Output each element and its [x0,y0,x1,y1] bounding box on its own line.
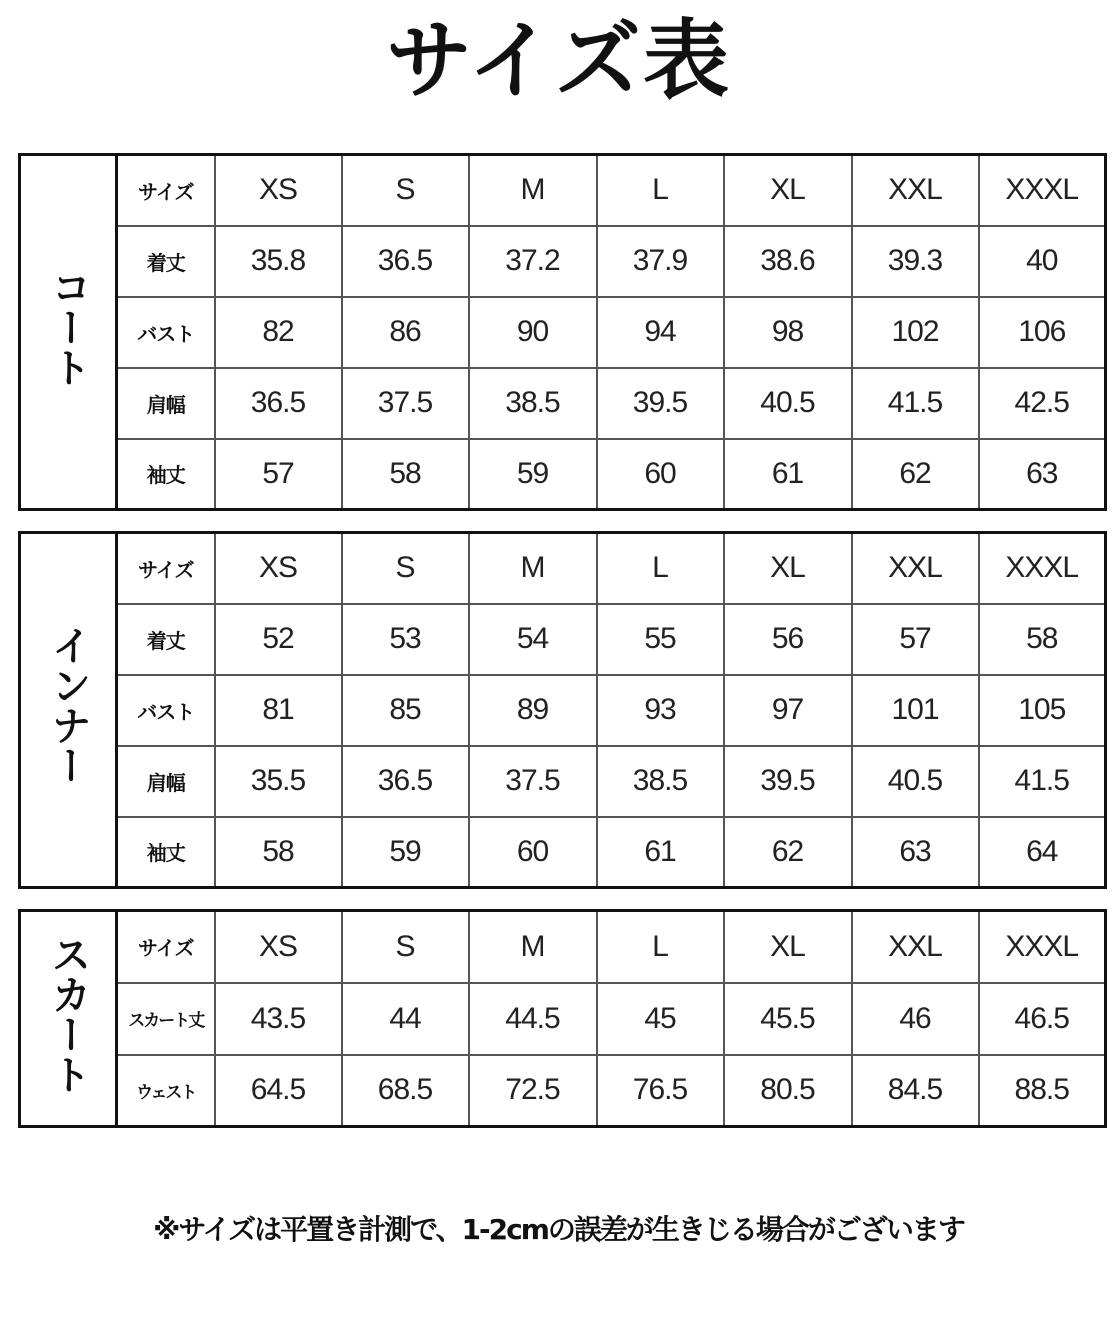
table-cell: 98 [724,297,852,368]
table-cell: 54 [469,604,597,675]
table-cell: 62 [724,817,852,888]
table-cell: 42.5 [979,368,1106,439]
header-size-xs: XS [215,911,342,983]
table-cell: 90 [469,297,597,368]
header-size-l: L [597,533,724,604]
table-cell: 41.5 [979,746,1106,817]
table-row [20,226,1106,297]
table-cell: 41.5 [852,368,979,439]
table-cell: 84.5 [852,1055,979,1127]
table-cell: 45 [597,983,724,1055]
row-label: 肩幅 [117,746,215,817]
header-size-xl: XL [724,911,852,983]
table-row [20,817,1106,888]
table-cell: 37.5 [469,746,597,817]
table-cell: 60 [597,439,724,510]
row-label: バスト [117,675,215,746]
table-cell: 39.5 [597,368,724,439]
table-cell: 36.5 [342,226,469,297]
table-cell: 94 [597,297,724,368]
row-label: 袖丈 [117,439,215,510]
header-size-xxl: XXL [852,911,979,983]
table-cell: 36.5 [215,368,342,439]
header-size-label: サイズ [117,911,215,983]
table-cell: 55 [597,604,724,675]
row-label: 着丈 [117,226,215,297]
header-size-xl: XL [724,533,852,604]
table-cell: 64.5 [215,1055,342,1127]
header-size-xxl: XXL [852,155,979,226]
table-row [20,439,1106,510]
table-cell: 88.5 [979,1055,1106,1127]
table-cell: 82 [215,297,342,368]
table-cell: 86 [342,297,469,368]
table-cell: 57 [852,604,979,675]
table-cell: 35.5 [215,746,342,817]
table-cell: 59 [469,439,597,510]
table-cell: 64 [979,817,1106,888]
section-label: インナー [20,533,117,888]
table-cell: 39.3 [852,226,979,297]
table-cell: 45.5 [724,983,852,1055]
table-cell: 80.5 [724,1055,852,1127]
header-size-s: S [342,533,469,604]
table-row [20,675,1106,746]
table-cell: 72.5 [469,1055,597,1127]
table-cell: 38.5 [469,368,597,439]
table-cell: 101 [852,675,979,746]
table-row [20,1055,1106,1127]
table-cell: 89 [469,675,597,746]
table-cell: 36.5 [342,746,469,817]
table-cell: 43.5 [215,983,342,1055]
header-size-xxxl: XXXL [979,155,1106,226]
table-row [20,746,1106,817]
row-label: 肩幅 [117,368,215,439]
header-size-m: M [469,911,597,983]
table-cell: 63 [979,439,1106,510]
table-cell: 68.5 [342,1055,469,1127]
header-size-xxl: XXL [852,533,979,604]
table-cell: 102 [852,297,979,368]
table-cell: 44 [342,983,469,1055]
header-size-label: サイズ [117,155,215,226]
header-size-xxxl: XXXL [979,911,1106,983]
section-label: コート [20,155,117,510]
table-cell: 38.6 [724,226,852,297]
table-row [20,983,1106,1055]
table-cell: 61 [597,817,724,888]
page-title: サイズ表 [385,11,732,111]
table-cell: 58 [342,439,469,510]
row-label: 袖丈 [117,817,215,888]
header-size-xs: XS [215,155,342,226]
header-size-s: S [342,911,469,983]
table-cell: 56 [724,604,852,675]
header-size-xs: XS [215,533,342,604]
row-label: 着丈 [117,604,215,675]
table-cell: 81 [215,675,342,746]
table-cell: 106 [979,297,1106,368]
table-cell: 52 [215,604,342,675]
header-size-l: L [597,911,724,983]
table-cell: 40.5 [852,746,979,817]
header-size-m: M [469,533,597,604]
table-cell: 53 [342,604,469,675]
footnote: ※サイズは平置き計測で、1-2cmの誤差が生きじる場合がございます [153,1213,964,1246]
table-cell: 40 [979,226,1106,297]
table-cell: 76.5 [597,1055,724,1127]
row-label: ウェスト [117,1055,215,1127]
table-cell: 57 [215,439,342,510]
table-cell: 46.5 [979,983,1106,1055]
table-cell: 39.5 [724,746,852,817]
table-row [20,368,1106,439]
table-row [20,297,1106,368]
row-label: バスト [117,297,215,368]
table-cell: 37.5 [342,368,469,439]
size-table-skirt [18,909,1107,1128]
table-cell: 38.5 [597,746,724,817]
header-size-xl: XL [724,155,852,226]
header-size-xxxl: XXXL [979,533,1106,604]
table-cell: 37.9 [597,226,724,297]
table-cell: 93 [597,675,724,746]
table-cell: 85 [342,675,469,746]
table-cell: 37.2 [469,226,597,297]
header-size-s: S [342,155,469,226]
table-cell: 40.5 [724,368,852,439]
table-cell: 60 [469,817,597,888]
table-cell: 58 [979,604,1106,675]
table-cell: 35.8 [215,226,342,297]
table-cell: 59 [342,817,469,888]
row-label: スカート丈 [117,983,215,1055]
table-cell: 63 [852,817,979,888]
table-cell: 58 [215,817,342,888]
header-size-m: M [469,155,597,226]
section-label: スカート [20,911,117,1127]
table-cell: 44.5 [469,983,597,1055]
table-cell: 62 [852,439,979,510]
table-row [20,604,1106,675]
size-table-coat [18,153,1107,511]
header-size-l: L [597,155,724,226]
header-size-label: サイズ [117,533,215,604]
table-cell: 46 [852,983,979,1055]
table-cell: 97 [724,675,852,746]
table-cell: 61 [724,439,852,510]
size-table-inner [18,531,1107,889]
table-cell: 105 [979,675,1106,746]
